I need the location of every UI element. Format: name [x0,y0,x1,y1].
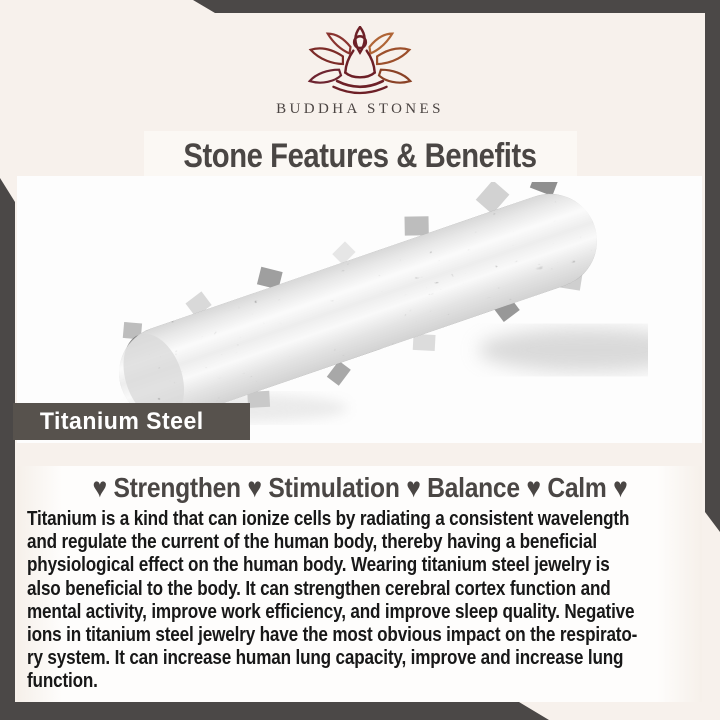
benefits-line: mental activity, improve work efficiency, and improve sleep quality. Negative [27,599,635,623]
brand-name: BUDDHA STONES [276,101,444,117]
benefits-paragraph [27,507,717,693]
benefits-line: physiological effect on the human body. Wearing titanium steel jewelry is [27,553,610,577]
product-label-banner [13,403,250,440]
benefits-line: ry system. It can increase human lung capacity, improve and increase lung [27,646,624,670]
benefits-line: function. [27,669,98,693]
benefits-line: Titanium is a kind that can ionize cells by radiating a consistent wavelength [27,507,630,530]
benefits-line: ions in titanium steel jewelry have the most obvious impact on the respirato- [27,623,638,647]
page-title: Stone Features & Benefits [183,137,537,175]
lotus-meditation-logo-icon [292,26,428,102]
benefits-line: also beneficial to the body. It can strengthen cerebral cortex function and [27,576,611,600]
benefits-heading: ♥ Strengthen ♥ Stimulation ♥ Balance ♥ Calm ♥ [92,472,628,503]
titanium-rod-image [68,182,648,432]
benefits-line: and regulate the current of the human body, thereby having a beneficial [27,530,597,554]
product-label: Titanium Steel [39,407,204,435]
